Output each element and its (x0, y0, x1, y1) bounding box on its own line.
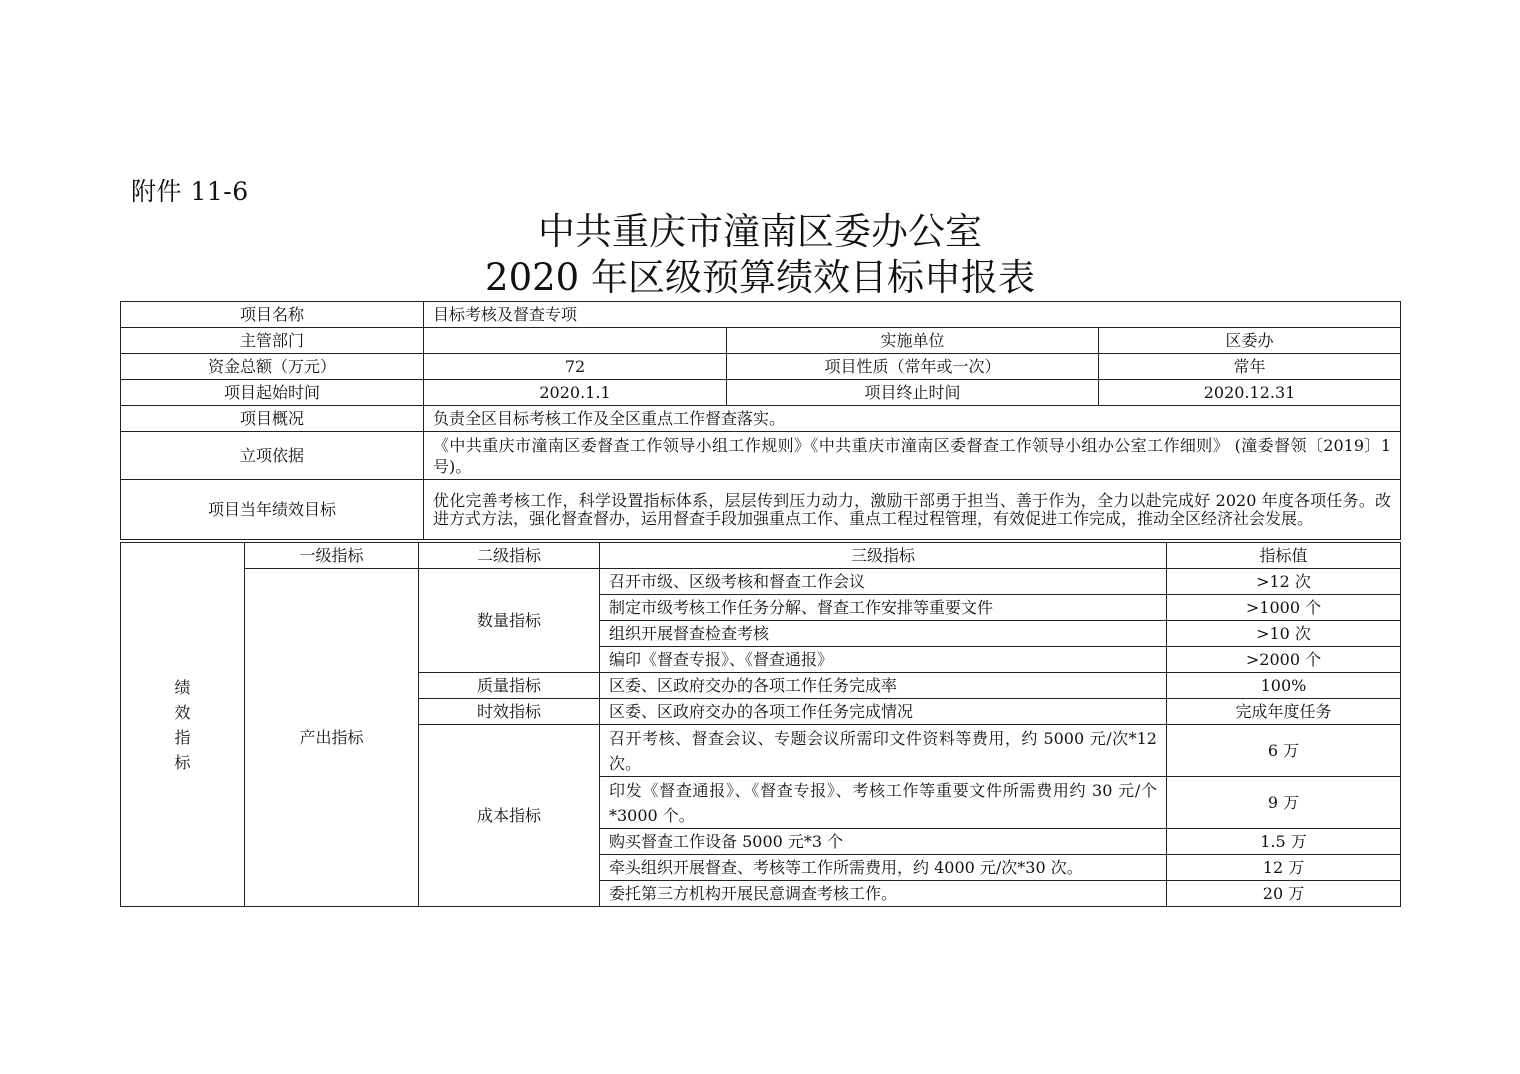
impl-unit-label: 实施单位 (727, 328, 1099, 354)
dept-value (424, 328, 727, 354)
quantity-item-value: >2000 个 (1167, 647, 1401, 673)
quality-item-name: 区委、区政府交办的各项工作任务完成率 (600, 673, 1167, 699)
document-title-line1: 中共重庆市潼南区委办公室 (538, 210, 982, 253)
cost-item-value: 20 万 (1167, 881, 1401, 907)
header-level1: 一级指标 (245, 543, 419, 569)
cost-item-name: 召开考核、督查会议、专题会议所需印文件资料等费用，约 5000 元/次*12 次。 (600, 725, 1167, 777)
project-info-table (120, 301, 1401, 540)
table-row (121, 569, 1401, 595)
project-name-value: 目标考核及督查专项 (424, 302, 1401, 328)
section-char: 标 (174, 752, 191, 772)
timeliness-item-value: 完成年度任务 (1167, 699, 1401, 725)
cost-item-value: 12 万 (1167, 855, 1401, 881)
quantity-item-value: >12 次 (1167, 569, 1401, 595)
impl-unit-value: 区委办 (1099, 328, 1401, 354)
quality-item-value: 100% (1167, 673, 1401, 699)
row-goal (121, 480, 1401, 540)
quantity-item-name: 制定市级考核工作任务分解、督查工作安排等重要文件 (600, 595, 1167, 621)
cost-item-value: 6 万 (1167, 725, 1401, 777)
performance-indicator-table (120, 542, 1401, 907)
start-label: 项目起始时间 (121, 380, 424, 406)
goal-label: 项目当年绩效目标 (121, 480, 424, 540)
cost-item-name: 购买督查工作设备 5000 元*3 个 (600, 829, 1167, 855)
quantity-item-name: 编印《督查专报》、《督查通报》 (600, 647, 1167, 673)
nature-value: 常年 (1099, 354, 1401, 380)
cost-item-value: 1.5 万 (1167, 829, 1401, 855)
section-char: 指 (174, 727, 191, 747)
project-name-label: 项目名称 (121, 302, 424, 328)
funds-value: 72 (424, 354, 727, 380)
dept-label: 主管部门 (121, 328, 424, 354)
quantity-item-name: 组织开展督查检查考核 (600, 621, 1167, 647)
header-level2: 二级指标 (419, 543, 600, 569)
start-value: 2020.1.1 (424, 380, 727, 406)
row-dept (121, 328, 1401, 354)
basis-value: 《中共重庆市潼南区委督查工作领导小组工作规则》《中共重庆市潼南区委督查工作领导小组办公室工作细则》 (潼委督领〔2019〕1 号)。 (424, 432, 1401, 480)
quantity-item-value: >1000 个 (1167, 595, 1401, 621)
indicator-header-row (121, 543, 1401, 569)
output-indicator-label: 产出指标 (245, 569, 419, 907)
header-value: 指标值 (1167, 543, 1401, 569)
end-label: 项目终止时间 (727, 380, 1099, 406)
funds-label: 资金总额（万元） (121, 354, 424, 380)
cost-item-name: 印发《督查通报》、《督查专报》、考核工作等重要文件所需费用约 30 元/个*3000 个。 (600, 777, 1167, 829)
cost-indicator-label: 成本指标 (419, 725, 600, 907)
quality-indicator-label: 质量指标 (419, 673, 600, 699)
quantity-item-value: >10 次 (1167, 621, 1401, 647)
cost-item-name: 牵头组织开展督查、考核等工作所需费用，约 4000 元/次*30 次。 (600, 855, 1167, 881)
cost-item-value: 9 万 (1167, 777, 1401, 829)
performance-indicator-section (121, 543, 245, 907)
overview-value: 负责全区目标考核工作及全区重点工作督查落实。 (424, 406, 1401, 432)
quantity-indicator-label: 数量指标 (419, 569, 600, 673)
header-level3: 三级指标 (600, 543, 1167, 569)
goal-value: 优化完善考核工作，科学设置指标体系，层层传到压力动力，激励干部勇于担当、善于作为，全力以赴完成好 2020 年度各项任务。改进方式方法，强化督查督办，运用督查手段加强重点工作、重点工程过程管理，有效促进工作完成，推动全区经济社会发展。 (424, 480, 1401, 540)
cost-item-name: 委托第三方机构开展民意调查考核工作。 (600, 881, 1167, 907)
section-char: 效 (174, 702, 191, 722)
row-overview (121, 406, 1401, 432)
end-value: 2020.12.31 (1099, 380, 1401, 406)
overview-label: 项目概况 (121, 406, 424, 432)
nature-label: 项目性质（常年或一次） (727, 354, 1099, 380)
row-project-name (121, 302, 1401, 328)
basis-label: 立项依据 (121, 432, 424, 480)
quantity-item-name: 召开市级、区级考核和督查工作会议 (600, 569, 1167, 595)
section-char: 绩 (174, 677, 191, 697)
row-funds (121, 354, 1401, 380)
timeliness-indicator-label: 时效指标 (419, 699, 600, 725)
row-basis (121, 432, 1401, 480)
attachment-label: 附件 11-6 (131, 177, 249, 206)
document-title-line2: 2020 年区级预算绩效目标申报表 (485, 256, 1035, 299)
timeliness-item-name: 区委、区政府交办的各项工作任务完成情况 (600, 699, 1167, 725)
row-dates (121, 380, 1401, 406)
